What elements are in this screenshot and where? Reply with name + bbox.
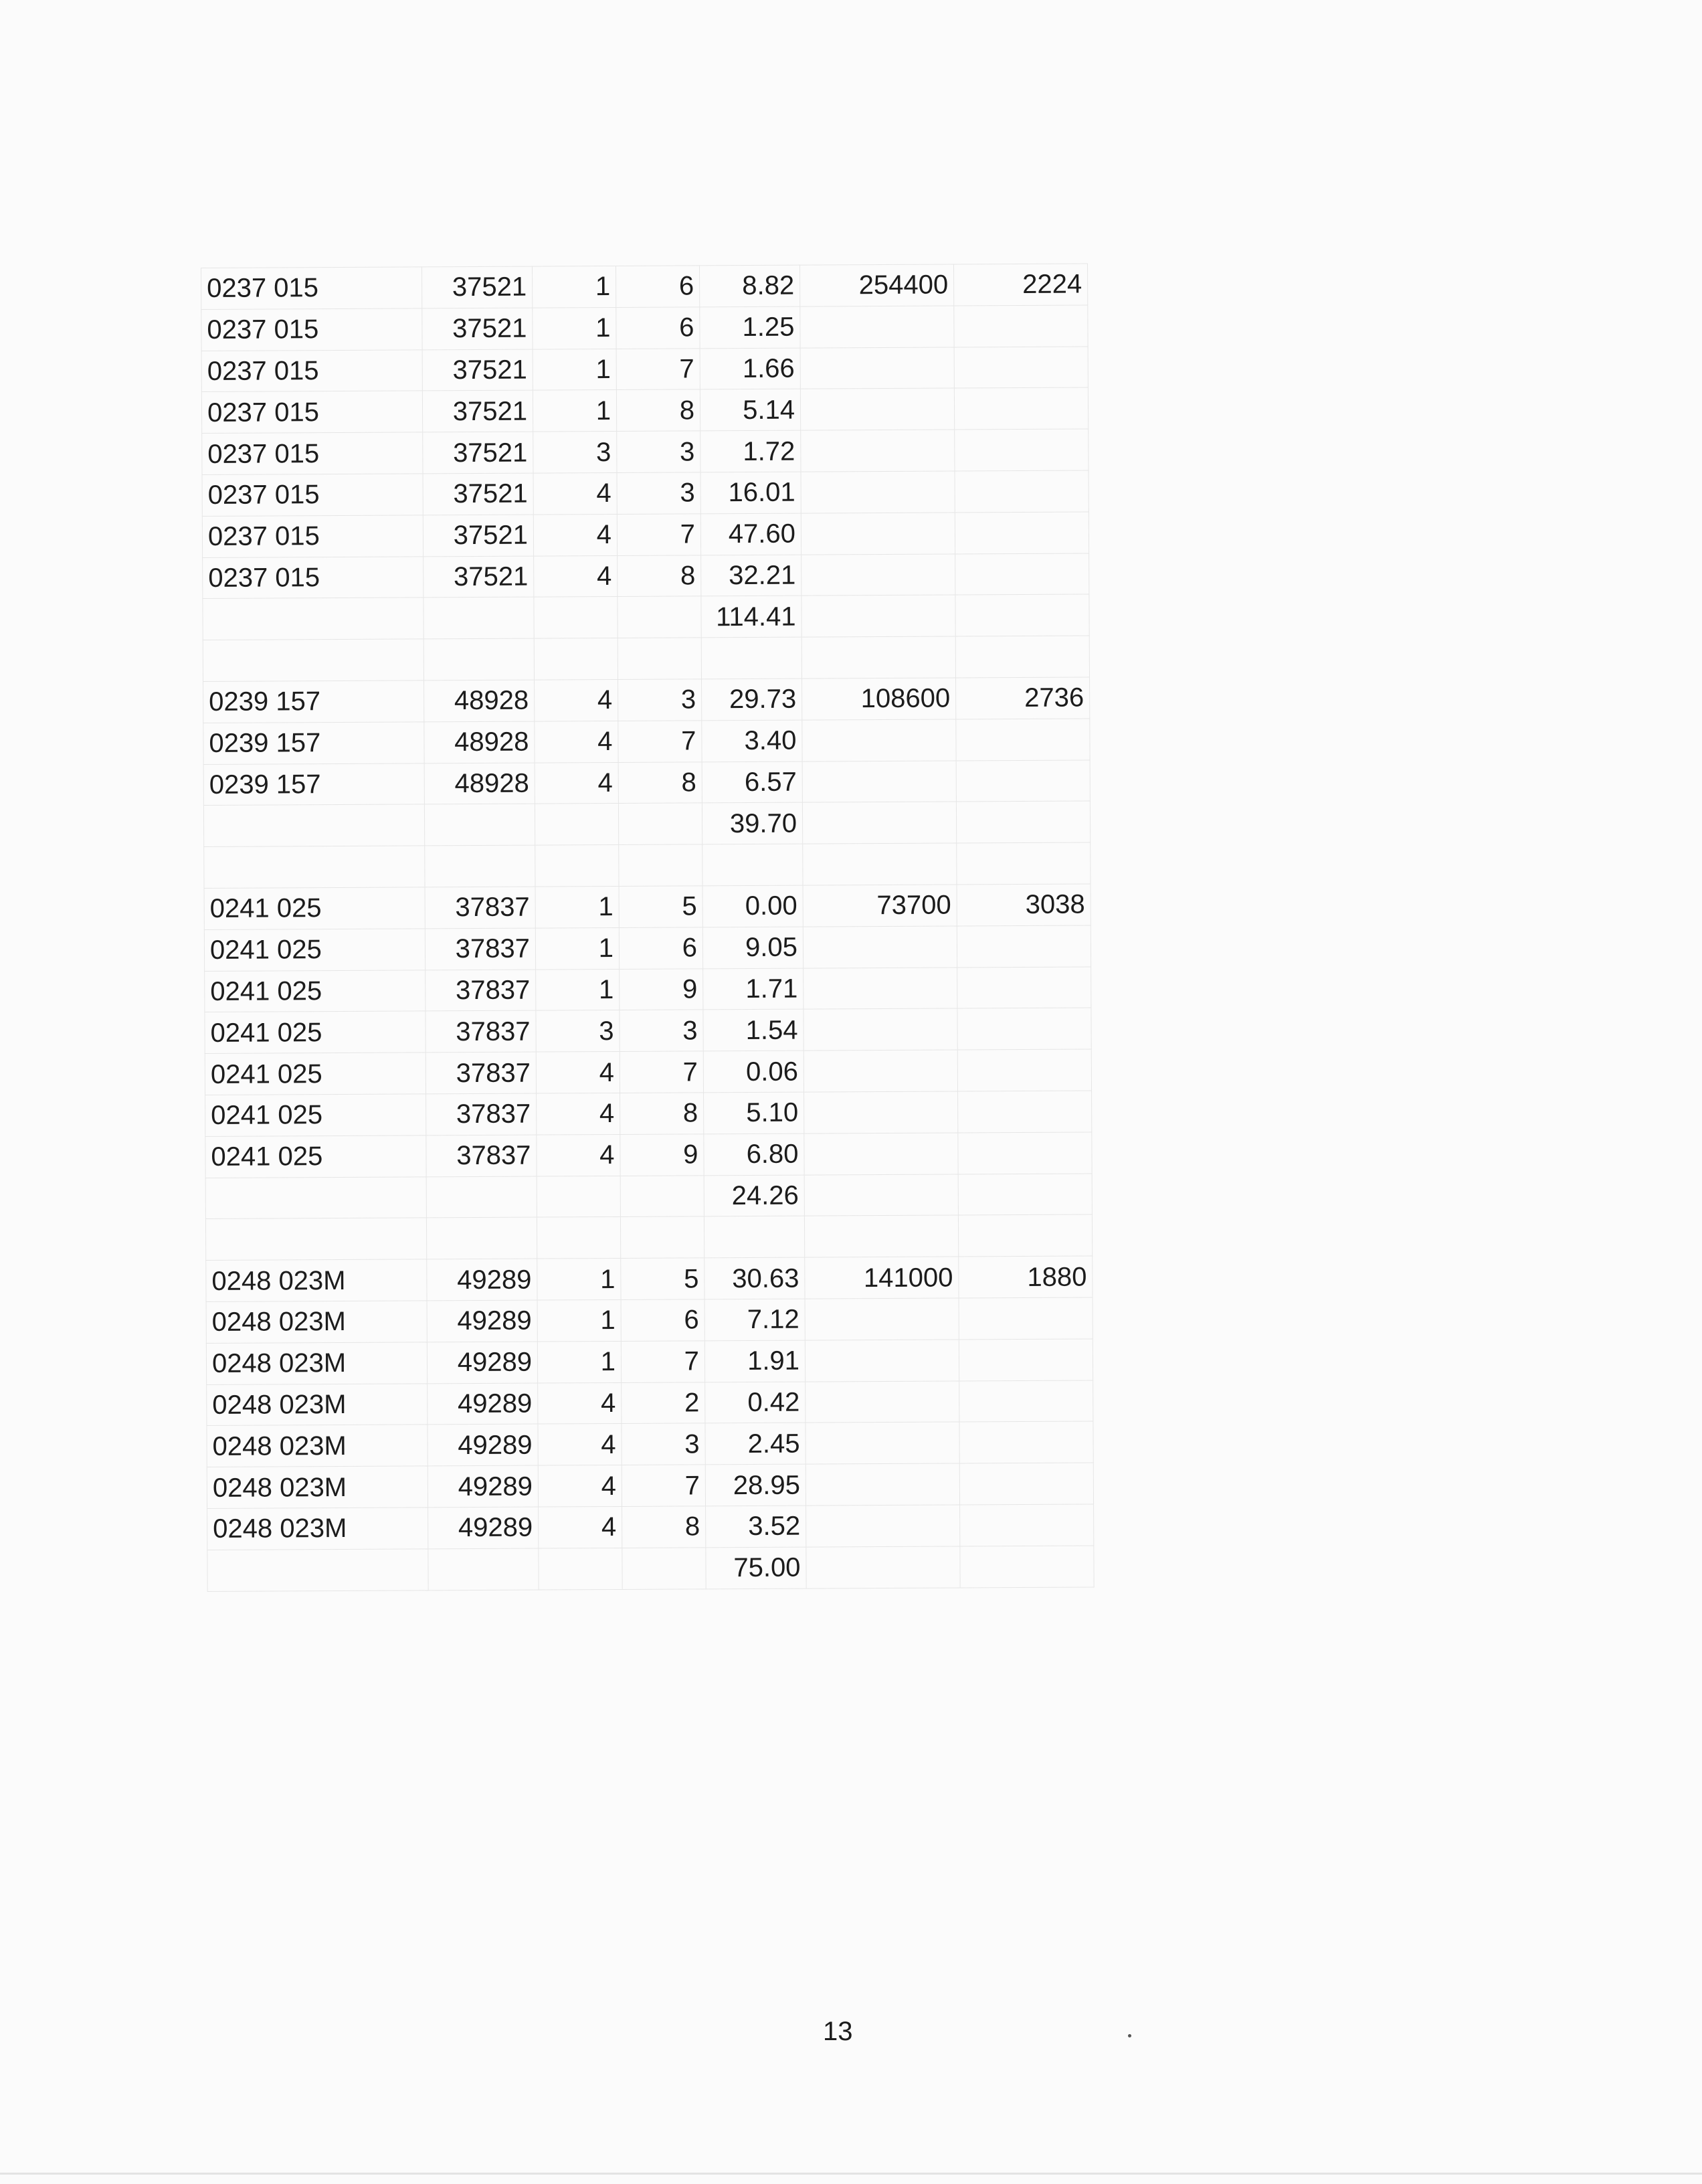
table-row [201, 347, 1088, 392]
row-code-a-cell: 3 [533, 432, 617, 473]
row-code-b-cell: 7 [622, 1465, 705, 1506]
row-code-b-cell: 8 [616, 389, 700, 431]
row-code-b-cell: 8 [618, 761, 702, 803]
total-row [205, 1174, 1092, 1219]
row-count-cell [957, 1008, 1091, 1050]
row-id-cell: 0248 023M [207, 1508, 428, 1550]
empty-cell [425, 845, 535, 887]
row-count-cell: 2736 [956, 677, 1090, 719]
empty-cell [428, 1548, 539, 1590]
table-row [203, 553, 1089, 599]
row-count-cell [958, 1091, 1092, 1133]
empty-cell [806, 1546, 960, 1588]
row-amount-cell [801, 471, 955, 513]
row-amount-cell [803, 1008, 957, 1051]
row-id-cell: 0237 015 [201, 308, 422, 351]
empty-cell [618, 596, 701, 638]
row-code-b-cell: 7 [620, 1051, 703, 1093]
row-id-cell: 0237 015 [203, 556, 423, 598]
row-code-a-cell: 4 [533, 472, 617, 514]
row-id-cell: 0239 157 [203, 722, 424, 764]
row-count-cell [959, 1297, 1093, 1340]
row-id-cell: 0248 023M [207, 1466, 428, 1508]
empty-cell [620, 1175, 704, 1216]
empty-cell [955, 636, 1089, 678]
row-code-a-cell: 4 [535, 762, 618, 804]
empty-cell [702, 844, 803, 886]
table-row [204, 884, 1091, 929]
row-number-cell: 37837 [425, 928, 535, 970]
table-row [203, 760, 1090, 806]
row-amount-cell [801, 513, 955, 555]
empty-cell [535, 804, 618, 845]
row-amount-cell: 73700 [803, 885, 957, 927]
row-id-cell: 0241 025 [205, 1011, 426, 1053]
empty-cell [424, 804, 535, 846]
row-code-a-cell: 1 [536, 969, 620, 1010]
row-amount-cell [803, 926, 957, 968]
row-code-b-cell: 6 [621, 1299, 704, 1341]
row-id-cell: 0237 015 [202, 515, 423, 557]
row-count-cell [957, 967, 1091, 1009]
row-amount-cell [801, 554, 955, 596]
row-code-b-cell: 3 [620, 1010, 703, 1051]
row-id-cell: 0241 025 [205, 1135, 426, 1178]
row-code-a-cell: 4 [538, 1465, 622, 1507]
spacer-row [204, 842, 1091, 888]
table-row [206, 1256, 1093, 1301]
empty-cell [423, 638, 534, 680]
page-edge [0, 2173, 1702, 2175]
row-count-cell [954, 387, 1088, 430]
row-value-cell: 8.82 [699, 265, 799, 307]
row-count-cell [959, 1339, 1093, 1381]
row-amount-cell [800, 388, 954, 430]
row-code-a-cell: 1 [537, 1299, 621, 1341]
row-code-a-cell: 1 [535, 927, 619, 969]
row-number-cell: 49289 [428, 1465, 538, 1508]
row-amount-cell: 254400 [799, 264, 953, 306]
empty-cell [701, 637, 801, 679]
row-code-b-cell: 8 [622, 1506, 706, 1548]
row-id-cell: 0241 025 [204, 929, 425, 971]
row-code-b-cell: 7 [618, 721, 702, 762]
row-number-cell: 48928 [424, 680, 535, 722]
row-number-cell: 37521 [423, 473, 533, 515]
row-count-cell [956, 719, 1090, 761]
row-value-cell: 30.63 [704, 1257, 805, 1299]
table-row [203, 719, 1090, 764]
table-row [202, 470, 1089, 516]
empty-cell [423, 597, 534, 639]
row-code-b-cell: 3 [618, 679, 702, 721]
row-amount-cell [806, 1422, 959, 1464]
group-total-cell: 75.00 [706, 1547, 806, 1589]
row-number-cell: 49289 [427, 1259, 537, 1301]
row-code-b-cell: 2 [622, 1382, 705, 1423]
spacer-row [205, 1214, 1092, 1260]
empty-cell [957, 842, 1091, 885]
row-number-cell: 37521 [422, 308, 533, 350]
empty-cell [620, 1216, 704, 1258]
row-amount-cell [806, 1380, 959, 1423]
row-code-a-cell: 1 [535, 886, 619, 927]
row-value-cell: 47.60 [700, 513, 801, 555]
group-total-cell: 114.41 [701, 596, 801, 638]
row-count-cell [955, 429, 1089, 471]
row-code-a-cell: 4 [539, 1506, 622, 1548]
row-number-cell: 37521 [423, 556, 534, 598]
row-value-cell: 5.14 [700, 389, 800, 432]
row-value-cell: 5.10 [704, 1092, 804, 1134]
empty-cell [534, 597, 618, 638]
row-code-a-cell: 1 [537, 1341, 621, 1382]
row-code-b-cell: 7 [616, 348, 700, 389]
row-count-cell [954, 305, 1088, 347]
row-value-cell: 6.57 [702, 761, 802, 804]
group-total-cell: 39.70 [702, 802, 802, 844]
table-row [207, 1380, 1093, 1426]
row-count-cell [959, 1421, 1093, 1463]
row-code-a-cell: 1 [533, 307, 616, 349]
row-number-cell: 49289 [427, 1342, 537, 1384]
row-value-cell: 0.42 [705, 1382, 806, 1424]
table-row [201, 264, 1088, 309]
table-row [202, 512, 1089, 557]
row-amount-cell [804, 1091, 958, 1133]
row-code-b-cell: 3 [617, 472, 700, 514]
row-value-cell: 6.80 [704, 1133, 804, 1176]
row-id-cell: 0248 023M [206, 1259, 427, 1301]
row-count-cell: 2224 [953, 264, 1087, 306]
row-value-cell: 1.25 [700, 306, 800, 349]
row-code-b-cell: 6 [619, 927, 702, 969]
row-amount-cell [806, 1463, 959, 1506]
table-row [201, 387, 1088, 433]
row-number-cell: 49289 [428, 1383, 538, 1425]
row-amount-cell [802, 761, 956, 803]
row-value-cell: 2.45 [705, 1423, 806, 1465]
row-number-cell: 49289 [427, 1300, 537, 1342]
empty-cell [801, 636, 955, 678]
row-amount-cell [804, 1133, 958, 1175]
row-amount-cell [802, 719, 956, 761]
spacer-row [203, 636, 1089, 681]
row-number-cell: 37521 [423, 515, 533, 557]
data-table [201, 264, 1095, 1592]
row-number-cell: 37837 [426, 1093, 537, 1135]
row-id-cell: 0237 015 [201, 391, 422, 433]
empty-cell [618, 638, 701, 679]
row-code-b-cell: 9 [620, 968, 703, 1010]
row-count-cell [960, 1504, 1094, 1546]
table-row [207, 1463, 1093, 1508]
empty-cell [958, 1174, 1092, 1216]
row-code-a-cell: 4 [537, 1093, 620, 1134]
scan-speck [1128, 2034, 1131, 2037]
row-amount-cell [806, 1505, 960, 1547]
row-id-cell: 0237 015 [201, 349, 422, 391]
row-id-cell: 0241 025 [205, 1053, 426, 1095]
row-count-cell [959, 1463, 1093, 1505]
row-code-b-cell: 8 [620, 1093, 704, 1134]
row-code-a-cell: 3 [536, 1010, 620, 1052]
row-number-cell: 37521 [421, 266, 532, 308]
total-row [203, 594, 1089, 640]
empty-cell [203, 598, 423, 640]
row-code-b-cell: 7 [621, 1341, 704, 1382]
table-row [203, 677, 1090, 723]
row-code-a-cell: 1 [537, 1259, 621, 1300]
total-row [207, 1546, 1094, 1591]
empty-cell [804, 1215, 958, 1257]
spreadsheet-printout [201, 264, 1095, 1592]
row-value-cell: 3.52 [706, 1506, 806, 1548]
row-count-cell: 3038 [957, 884, 1091, 926]
row-code-a-cell: 4 [537, 1134, 620, 1176]
row-amount-cell [800, 306, 954, 348]
table-row [202, 429, 1089, 474]
empty-cell [958, 1214, 1092, 1257]
row-code-a-cell: 4 [535, 721, 618, 762]
row-code-a-cell: 4 [533, 514, 617, 555]
row-id-cell: 0248 023M [207, 1425, 428, 1467]
empty-cell [539, 1548, 622, 1589]
empty-cell [802, 802, 956, 844]
empty-cell [204, 846, 425, 888]
empty-cell [207, 1549, 428, 1591]
row-value-cell: 7.12 [704, 1299, 805, 1341]
row-count-cell: 1880 [959, 1256, 1093, 1298]
row-count-cell [955, 470, 1089, 513]
page-number: 13 [823, 2017, 853, 2046]
empty-cell [426, 1217, 537, 1259]
row-amount-cell: 108600 [802, 678, 956, 720]
row-count-cell [959, 1380, 1093, 1423]
empty-cell [203, 639, 423, 681]
empty-cell [704, 1216, 804, 1258]
row-id-cell: 0248 023M [206, 1342, 427, 1384]
row-code-b-cell: 5 [619, 886, 702, 927]
row-id-cell: 0248 023M [207, 1383, 428, 1425]
row-id-cell: 0239 157 [203, 763, 424, 805]
row-id-cell: 0241 025 [204, 887, 425, 929]
row-value-cell: 0.00 [702, 885, 803, 927]
row-amount-cell [800, 347, 954, 389]
row-value-cell: 1.71 [703, 968, 803, 1010]
row-id-cell: 0241 025 [205, 970, 426, 1012]
empty-cell [537, 1217, 620, 1259]
row-code-a-cell: 4 [535, 679, 618, 721]
row-number-cell: 37837 [426, 1135, 537, 1177]
empty-cell [535, 845, 619, 887]
row-code-a-cell: 4 [536, 1052, 620, 1093]
table-row [205, 1132, 1092, 1178]
row-amount-cell [803, 1050, 957, 1092]
row-code-b-cell: 8 [618, 555, 701, 596]
row-value-cell: 1.54 [703, 1009, 803, 1051]
row-count-cell [954, 347, 1088, 389]
empty-cell [534, 638, 618, 680]
row-value-cell: 9.05 [702, 927, 803, 969]
empty-cell [622, 1548, 706, 1589]
row-code-b-cell: 5 [621, 1258, 704, 1299]
row-number-cell: 37521 [423, 432, 533, 474]
table-row [205, 1049, 1091, 1095]
row-value-cell: 32.21 [701, 555, 801, 597]
empty-cell [426, 1176, 537, 1218]
empty-cell [801, 595, 955, 637]
row-number-cell: 37521 [422, 349, 533, 391]
empty-cell [955, 594, 1089, 636]
row-number-cell: 37837 [426, 1052, 536, 1094]
empty-cell [203, 804, 424, 846]
row-id-cell: 0241 025 [205, 1094, 426, 1136]
row-id-cell: 0237 015 [202, 474, 423, 516]
row-number-cell: 48928 [424, 721, 535, 763]
row-id-cell: 0248 023M [206, 1301, 427, 1343]
row-count-cell [957, 925, 1091, 968]
row-number-cell: 37837 [425, 887, 535, 929]
row-code-b-cell: 6 [616, 307, 700, 349]
total-row [203, 801, 1090, 846]
row-value-cell: 28.95 [705, 1464, 806, 1506]
table-row [207, 1504, 1094, 1550]
row-value-cell: 1.91 [704, 1340, 805, 1382]
row-amount-cell [805, 1340, 959, 1382]
row-value-cell: 16.01 [700, 472, 801, 514]
row-number-cell: 37837 [426, 970, 536, 1012]
row-count-cell [958, 1132, 1092, 1174]
row-count-cell [957, 1049, 1091, 1091]
row-code-b-cell: 3 [617, 431, 700, 472]
table-row [204, 925, 1091, 971]
row-count-cell [955, 553, 1089, 596]
row-code-b-cell: 3 [622, 1423, 705, 1465]
row-code-a-cell: 4 [538, 1382, 622, 1424]
row-amount-cell [805, 1298, 959, 1340]
table-row [205, 1008, 1091, 1053]
row-code-b-cell: 7 [617, 514, 700, 555]
row-code-b-cell: 6 [616, 266, 699, 307]
table-body [201, 264, 1095, 1591]
empty-cell [205, 1176, 426, 1218]
empty-cell [803, 843, 957, 885]
empty-cell [960, 1546, 1094, 1588]
row-count-cell [956, 760, 1090, 802]
row-value-cell: 3.40 [702, 720, 802, 762]
row-id-cell: 0237 015 [202, 432, 423, 474]
row-value-cell: 1.72 [700, 430, 801, 472]
empty-cell [804, 1174, 958, 1216]
empty-cell [537, 1176, 620, 1217]
empty-cell [619, 844, 702, 886]
row-number-cell: 37837 [426, 1010, 536, 1053]
table-row [205, 1091, 1092, 1136]
row-value-cell: 0.06 [703, 1051, 803, 1093]
row-amount-cell [803, 968, 957, 1010]
row-count-cell [955, 512, 1089, 554]
row-code-a-cell: 1 [533, 390, 616, 432]
row-id-cell: 0237 015 [201, 267, 422, 309]
row-code-b-cell: 9 [620, 1134, 704, 1176]
row-number-cell: 49289 [428, 1507, 539, 1549]
row-code-a-cell: 4 [538, 1424, 622, 1465]
row-amount-cell: 141000 [805, 1257, 959, 1299]
row-number-cell: 37521 [422, 390, 533, 432]
table-row [206, 1339, 1093, 1384]
table-row [207, 1421, 1093, 1467]
empty-cell [618, 803, 702, 844]
row-code-a-cell: 4 [534, 555, 618, 597]
empty-cell [205, 1218, 426, 1260]
table-row [201, 305, 1088, 351]
row-id-cell: 0239 157 [203, 680, 424, 723]
row-number-cell: 48928 [424, 763, 535, 805]
row-number-cell: 49289 [428, 1424, 538, 1466]
group-total-cell: 24.26 [704, 1175, 804, 1217]
row-code-a-cell: 1 [532, 266, 616, 307]
row-value-cell: 1.66 [700, 348, 800, 390]
table-row [205, 967, 1091, 1012]
table-row [206, 1297, 1093, 1343]
row-value-cell: 29.73 [702, 678, 802, 721]
row-code-a-cell: 1 [533, 349, 616, 390]
empty-cell [956, 801, 1090, 843]
row-amount-cell [801, 430, 955, 472]
